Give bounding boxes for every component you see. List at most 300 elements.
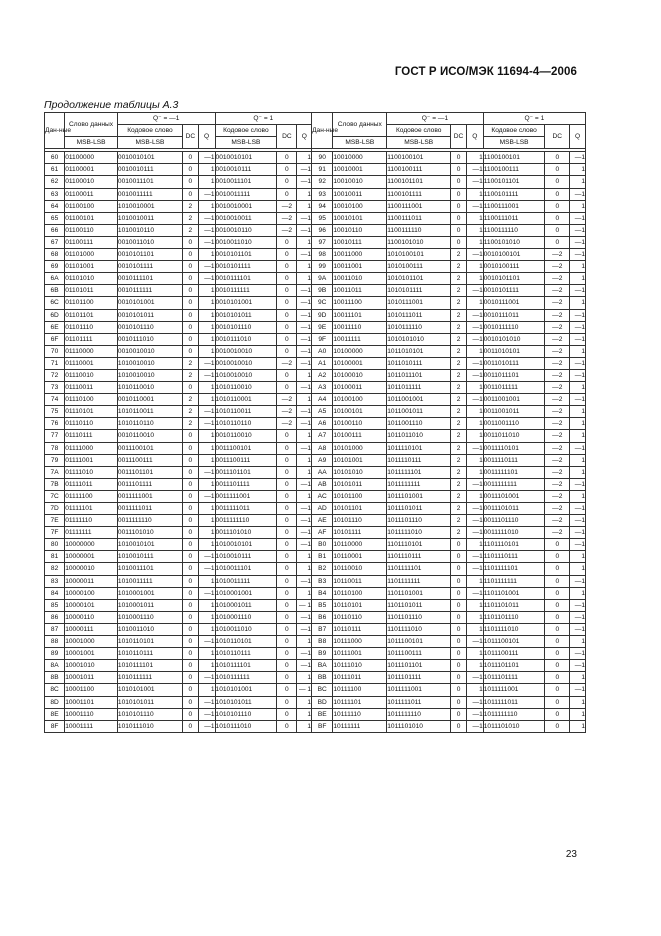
left-dc-pos: 0	[277, 345, 297, 357]
left-code-word-pos: 1010011010	[215, 623, 277, 635]
right-dc-neg: 2	[451, 249, 467, 261]
right-data-word: 10010100	[333, 200, 387, 212]
left-data-word: 10000101	[65, 599, 118, 611]
left-q-neg: 1	[198, 454, 215, 466]
right-code-word-neg: 1011110111	[387, 454, 451, 466]
left-q-pos: —1	[297, 515, 312, 527]
left-q-neg: 1	[198, 394, 215, 406]
right-data-word: 10111010	[333, 660, 387, 672]
left-data-hex: 8A	[45, 660, 65, 672]
left-code-word-pos: 0011101010	[215, 527, 277, 539]
left-data-hex: 6B	[45, 285, 65, 297]
right-data-hex: 9B	[312, 285, 333, 297]
left-q-neg: 1	[198, 684, 215, 696]
right-data-hex: 97	[312, 236, 333, 248]
right-dc-neg: 2	[451, 527, 467, 539]
left-code-word-pos: 0010010010	[215, 357, 277, 369]
left-q-pos: 1	[297, 369, 312, 381]
table-row	[45, 345, 586, 357]
left-q-pos: —1	[297, 176, 312, 188]
left-code-word-pos: 0011111001	[215, 490, 277, 502]
left-dc-pos: —2	[277, 224, 297, 236]
right-data-hex: 93	[312, 188, 333, 200]
left-data-word: 01101000	[65, 249, 118, 261]
left-q-neg: —1	[198, 551, 215, 563]
left-data-hex: 6C	[45, 297, 65, 309]
table-row	[45, 599, 586, 611]
left-q-neg: —1	[198, 369, 215, 381]
left-q-neg: 1	[198, 176, 215, 188]
left-q-pos: —1	[297, 660, 312, 672]
left-code-word-neg: 1010001011	[117, 599, 182, 611]
right-code-word-neg: 1011100101	[387, 636, 451, 648]
right-q-neg: 1	[466, 684, 483, 696]
head-q-2: Q	[297, 125, 312, 149]
right-q-pos: —1	[570, 684, 586, 696]
right-dc-neg: 0	[451, 611, 467, 623]
right-data-word: 10011011	[333, 285, 387, 297]
table-row	[45, 503, 586, 515]
table-row	[45, 720, 586, 732]
right-q-pos: 1	[570, 430, 586, 442]
left-code-word-neg: 0010111101	[117, 273, 182, 285]
table-row	[45, 200, 586, 212]
left-q-neg: —1	[198, 672, 215, 684]
left-q-pos: —1	[297, 212, 312, 224]
left-code-word-pos: 1010001110	[215, 611, 277, 623]
left-code-word-neg: 0010111111	[117, 285, 182, 297]
left-q-pos: 1	[297, 430, 312, 442]
left-q-pos: —1	[297, 285, 312, 297]
head-msb-6: MSB-LSB	[483, 137, 545, 149]
right-q-neg: —1	[466, 478, 483, 490]
left-q-pos: —1	[297, 333, 312, 345]
left-q-pos: 1	[297, 188, 312, 200]
left-dc-neg: 0	[183, 696, 199, 708]
left-data-hex: 78	[45, 442, 65, 454]
table-row	[45, 466, 586, 478]
left-dc-pos: —2	[277, 406, 297, 418]
right-dc-pos: —2	[545, 261, 570, 273]
left-data-word: 01101010	[65, 273, 118, 285]
left-dc-pos: 0	[277, 539, 297, 551]
left-dc-pos: 0	[277, 273, 297, 285]
right-data-word: 10100010	[333, 369, 387, 381]
left-data-hex: 8F	[45, 720, 65, 732]
left-data-word: 10000000	[65, 539, 118, 551]
right-q-neg: —1	[466, 515, 483, 527]
left-code-word-neg: 0011101101	[117, 466, 182, 478]
right-data-word: 10100000	[333, 345, 387, 357]
left-code-word-neg: 1010010101	[117, 539, 182, 551]
right-code-word-pos: 1101101001	[483, 587, 545, 599]
right-dc-pos: 0	[545, 672, 570, 684]
right-q-pos: 1	[570, 382, 586, 394]
left-code-word-pos: 0010010010	[215, 345, 277, 357]
right-data-hex: AF	[312, 527, 333, 539]
table-row	[45, 333, 586, 345]
left-code-word-neg: 0011111001	[117, 490, 182, 502]
left-data-hex: 7E	[45, 515, 65, 527]
right-q-neg: 1	[466, 611, 483, 623]
head-code-1: Кодовое слово	[117, 125, 182, 137]
right-data-hex: A1	[312, 357, 333, 369]
left-dc-pos: 0	[277, 623, 297, 635]
right-code-word-pos: 1011111110	[483, 708, 545, 720]
left-code-word-neg: 0010110001	[117, 394, 182, 406]
right-dc-neg: 0	[451, 696, 467, 708]
left-q-neg: 1	[198, 285, 215, 297]
left-q-neg: 1	[198, 515, 215, 527]
left-code-word-neg: 0011100111	[117, 454, 182, 466]
right-q-neg: 1	[466, 418, 483, 430]
table-row	[45, 249, 586, 261]
left-code-word-pos: 0010010001	[215, 200, 277, 212]
right-q-pos: 1	[570, 273, 586, 285]
left-data-word: 10001000	[65, 636, 118, 648]
head-word-left: Слово данных	[65, 113, 118, 137]
left-dc-neg: 0	[183, 478, 199, 490]
left-dc-neg: 2	[183, 369, 199, 381]
right-dc-neg: 2	[451, 261, 467, 273]
right-code-word-pos: 0011001110	[483, 418, 545, 430]
right-dc-pos: —2	[545, 515, 570, 527]
left-dc-pos: 0	[277, 297, 297, 309]
right-code-word-pos: 1011111001	[483, 684, 545, 696]
left-code-word-pos: 1010010101	[215, 539, 277, 551]
right-q-pos: —1	[570, 333, 586, 345]
left-data-word: 01100010	[65, 176, 118, 188]
left-dc-neg: 0	[183, 551, 199, 563]
left-code-word-neg: 1010111101	[117, 660, 182, 672]
left-dc-neg: 0	[183, 563, 199, 575]
left-data-word: 10000111	[65, 623, 118, 635]
left-dc-pos: 0	[277, 503, 297, 515]
right-q-neg: —1	[466, 503, 483, 515]
left-code-word-neg: 1010101110	[117, 708, 182, 720]
left-dc-neg: 0	[183, 539, 199, 551]
left-code-word-pos: 0011111110	[215, 515, 277, 527]
right-q-pos: —1	[570, 648, 586, 660]
left-data-hex: 88	[45, 636, 65, 648]
left-code-word-neg: 1010010110	[117, 224, 182, 236]
left-data-word: 01101100	[65, 297, 118, 309]
right-dc-neg: 0	[451, 176, 467, 188]
table-row	[45, 297, 586, 309]
left-code-word-neg: 1010111010	[117, 720, 182, 732]
left-code-word-pos: 1010111010	[215, 720, 277, 732]
right-data-hex: AA	[312, 466, 333, 478]
right-q-pos: —1	[570, 660, 586, 672]
right-q-neg: —1	[466, 636, 483, 648]
head-data-right: Дан-ные	[312, 113, 333, 149]
right-data-word: 10110101	[333, 599, 387, 611]
left-dc-neg: 0	[183, 176, 199, 188]
right-q-pos: 1	[570, 418, 586, 430]
table-row	[45, 611, 586, 623]
right-dc-pos: —2	[545, 503, 570, 515]
right-q-neg: 1	[466, 490, 483, 502]
right-dc-pos: 0	[545, 152, 570, 164]
right-code-word-pos: 0011001001	[483, 394, 545, 406]
right-dc-pos: —2	[545, 490, 570, 502]
right-data-hex: B6	[312, 611, 333, 623]
right-dc-neg: 2	[451, 406, 467, 418]
right-code-word-pos: 0010111001	[483, 297, 545, 309]
left-q-neg: 1	[198, 249, 215, 261]
left-dc-pos: 0	[277, 466, 297, 478]
right-q-neg: 1	[466, 599, 483, 611]
left-q-pos: 1	[297, 490, 312, 502]
right-code-word-neg: 1011101110	[387, 515, 451, 527]
head-code-3: Кодовое слово	[387, 125, 451, 137]
table-row	[45, 224, 586, 236]
right-code-word-neg: 1011110101	[387, 442, 451, 454]
left-data-hex: 79	[45, 454, 65, 466]
right-data-word: 10110011	[333, 575, 387, 587]
left-data-hex: 89	[45, 648, 65, 660]
right-q-pos: —1	[570, 394, 586, 406]
right-dc-pos: —2	[545, 333, 570, 345]
table-row	[45, 660, 586, 672]
right-data-word: 10100111	[333, 430, 387, 442]
left-code-word-neg: 0010111010	[117, 333, 182, 345]
right-code-word-pos: 0011101001	[483, 490, 545, 502]
right-q-neg: —1	[466, 249, 483, 261]
right-code-word-neg: 1010101111	[387, 285, 451, 297]
left-dc-pos: 0	[277, 430, 297, 442]
right-data-word: 10101100	[333, 490, 387, 502]
right-q-pos: —1	[570, 236, 586, 248]
left-dc-pos: 0	[277, 696, 297, 708]
right-code-word-neg: 1010101010	[387, 333, 451, 345]
right-q-neg: 1	[466, 623, 483, 635]
left-data-word: 10001101	[65, 696, 118, 708]
right-code-word-neg: 1011010101	[387, 345, 451, 357]
right-code-word-neg: 1100100101	[387, 152, 451, 164]
left-dc-pos: 0	[277, 236, 297, 248]
left-data-hex: 83	[45, 575, 65, 587]
left-q-pos: 1	[297, 200, 312, 212]
right-q-pos: —1	[570, 369, 586, 381]
left-data-word: 10000100	[65, 587, 118, 599]
left-code-word-pos: 0010010101	[215, 152, 277, 164]
left-q-neg: 1	[198, 623, 215, 635]
table-row	[45, 321, 586, 333]
left-dc-pos: 0	[277, 599, 297, 611]
left-dc-pos: —2	[277, 200, 297, 212]
right-code-word-neg: 1011011010	[387, 430, 451, 442]
left-q-pos: —1	[297, 297, 312, 309]
head-code-2: Кодовое слово	[215, 125, 277, 137]
left-dc-neg: 0	[183, 321, 199, 333]
right-code-word-pos: 0011110101	[483, 442, 545, 454]
left-data-hex: 8E	[45, 708, 65, 720]
right-q-neg: 1	[466, 273, 483, 285]
left-data-hex: 69	[45, 261, 65, 273]
left-code-word-neg: 1010010010	[117, 369, 182, 381]
left-data-word: 10000001	[65, 551, 118, 563]
right-data-hex: 99	[312, 261, 333, 273]
right-dc-pos: —2	[545, 442, 570, 454]
right-code-word-pos: 1101110111	[483, 551, 545, 563]
right-dc-neg: 2	[451, 466, 467, 478]
left-q-pos: 1	[297, 273, 312, 285]
right-dc-neg: 0	[451, 551, 467, 563]
left-data-hex: 85	[45, 599, 65, 611]
right-code-word-neg: 1100111011	[387, 212, 451, 224]
left-q-pos: —1	[297, 345, 312, 357]
right-dc-neg: 0	[451, 575, 467, 587]
right-dc-pos: —2	[545, 430, 570, 442]
right-code-word-pos: 1100101010	[483, 236, 545, 248]
right-dc-neg: 2	[451, 430, 467, 442]
left-code-word-pos: 0011101101	[215, 466, 277, 478]
left-dc-pos: 0	[277, 672, 297, 684]
left-code-word-pos: 1010101001	[215, 684, 277, 696]
right-q-neg: —1	[466, 369, 483, 381]
right-dc-neg: 0	[451, 599, 467, 611]
head-dc-1: DC	[183, 125, 199, 149]
table-row	[45, 454, 586, 466]
left-data-hex: 84	[45, 587, 65, 599]
table-row	[45, 442, 586, 454]
table-row	[45, 478, 586, 490]
right-data-word: 10010111	[333, 236, 387, 248]
right-dc-neg: 2	[451, 490, 467, 502]
left-dc-pos: 0	[277, 285, 297, 297]
table-body	[45, 149, 586, 733]
left-dc-neg: 0	[183, 720, 199, 732]
right-dc-neg: 0	[451, 200, 467, 212]
right-dc-neg: 0	[451, 672, 467, 684]
right-dc-pos: 0	[545, 200, 570, 212]
right-data-hex: 95	[312, 212, 333, 224]
left-data-word: 01111001	[65, 454, 118, 466]
left-code-word-neg: 1010110110	[117, 418, 182, 430]
left-data-hex: 6D	[45, 309, 65, 321]
left-dc-pos: 0	[277, 249, 297, 261]
left-q-pos: 1	[297, 394, 312, 406]
right-dc-pos: —2	[545, 382, 570, 394]
left-data-word: 01100011	[65, 188, 118, 200]
right-code-word-pos: 0010101101	[483, 273, 545, 285]
left-data-word: 01110011	[65, 382, 118, 394]
right-data-hex: AC	[312, 490, 333, 502]
left-data-word: 01100111	[65, 236, 118, 248]
right-code-word-pos: 1101111010	[483, 623, 545, 635]
right-dc-pos: —2	[545, 394, 570, 406]
right-data-hex: BA	[312, 660, 333, 672]
right-code-word-pos: 0011111010	[483, 527, 545, 539]
right-dc-pos: —2	[545, 357, 570, 369]
left-code-word-pos: 1010101110	[215, 708, 277, 720]
left-code-word-neg: 0010101001	[117, 297, 182, 309]
right-code-word-neg: 1011100111	[387, 648, 451, 660]
right-q-neg: —1	[466, 587, 483, 599]
left-q-pos: —1	[297, 357, 312, 369]
right-code-word-neg: 1101111010	[387, 623, 451, 635]
right-data-word: 10010001	[333, 164, 387, 176]
right-data-word: 10100011	[333, 382, 387, 394]
left-data-hex: 72	[45, 369, 65, 381]
right-code-word-pos: 0011111111	[483, 478, 545, 490]
left-data-word: 01111101	[65, 503, 118, 515]
left-q-neg: 1	[198, 382, 215, 394]
right-data-hex: 92	[312, 176, 333, 188]
right-data-hex: 9C	[312, 297, 333, 309]
left-data-word: 01101101	[65, 309, 118, 321]
left-dc-pos: 0	[277, 551, 297, 563]
right-code-word-pos: 0011111101	[483, 466, 545, 478]
left-dc-neg: 0	[183, 515, 199, 527]
left-data-word: 01100100	[65, 200, 118, 212]
left-q-pos: 1	[297, 454, 312, 466]
right-q-neg: —1	[466, 672, 483, 684]
right-dc-neg: 2	[451, 285, 467, 297]
right-q-pos: —1	[570, 357, 586, 369]
left-code-word-neg: 0010011010	[117, 236, 182, 248]
left-q-pos: 1	[297, 708, 312, 720]
left-data-hex: 74	[45, 394, 65, 406]
right-dc-neg: 0	[451, 660, 467, 672]
right-code-word-pos: 1011100111	[483, 648, 545, 660]
right-dc-pos: —2	[545, 249, 570, 261]
left-dc-neg: 0	[183, 611, 199, 623]
right-code-word-neg: 1011111111	[387, 478, 451, 490]
left-dc-neg: 0	[183, 708, 199, 720]
head-word-right: Слово данных	[333, 113, 387, 137]
left-dc-pos: 0	[277, 527, 297, 539]
left-code-word-neg: 1010101011	[117, 696, 182, 708]
right-dc-pos: 0	[545, 599, 570, 611]
right-code-word-pos: 0010101111	[483, 285, 545, 297]
right-q-neg: —1	[466, 333, 483, 345]
right-code-word-pos: 1101110101	[483, 539, 545, 551]
left-q-neg: 1	[198, 575, 215, 587]
left-dc-pos: 0	[277, 152, 297, 164]
left-q-neg: —1	[198, 418, 215, 430]
left-q-neg: —1	[198, 708, 215, 720]
right-dc-neg: 0	[451, 648, 467, 660]
right-dc-pos: 0	[545, 720, 570, 732]
right-code-word-pos: 1011100101	[483, 636, 545, 648]
left-code-word-pos: 0010111111	[215, 285, 277, 297]
left-code-word-pos: 0010111010	[215, 333, 277, 345]
left-data-word: 10001110	[65, 708, 118, 720]
right-data-word: 10011100	[333, 297, 387, 309]
table-row	[45, 539, 586, 551]
right-code-word-pos: 1011101101	[483, 660, 545, 672]
right-dc-pos: 0	[545, 611, 570, 623]
right-dc-neg: 0	[451, 563, 467, 575]
right-data-word: 10011110	[333, 321, 387, 333]
right-code-word-neg: 1101101001	[387, 587, 451, 599]
left-dc-pos: 0	[277, 176, 297, 188]
left-code-word-neg: 0010010010	[117, 345, 182, 357]
table-row	[45, 212, 586, 224]
right-q-neg: 1	[466, 660, 483, 672]
head-row-1	[45, 113, 586, 125]
right-dc-neg: 2	[451, 418, 467, 430]
right-data-hex: AE	[312, 515, 333, 527]
left-code-word-neg: 1010110010	[117, 382, 182, 394]
right-q-pos: —1	[570, 527, 586, 539]
right-q-neg: 1	[466, 236, 483, 248]
table-row	[45, 188, 586, 200]
left-dc-neg: 0	[183, 660, 199, 672]
left-q-pos: —1	[297, 623, 312, 635]
